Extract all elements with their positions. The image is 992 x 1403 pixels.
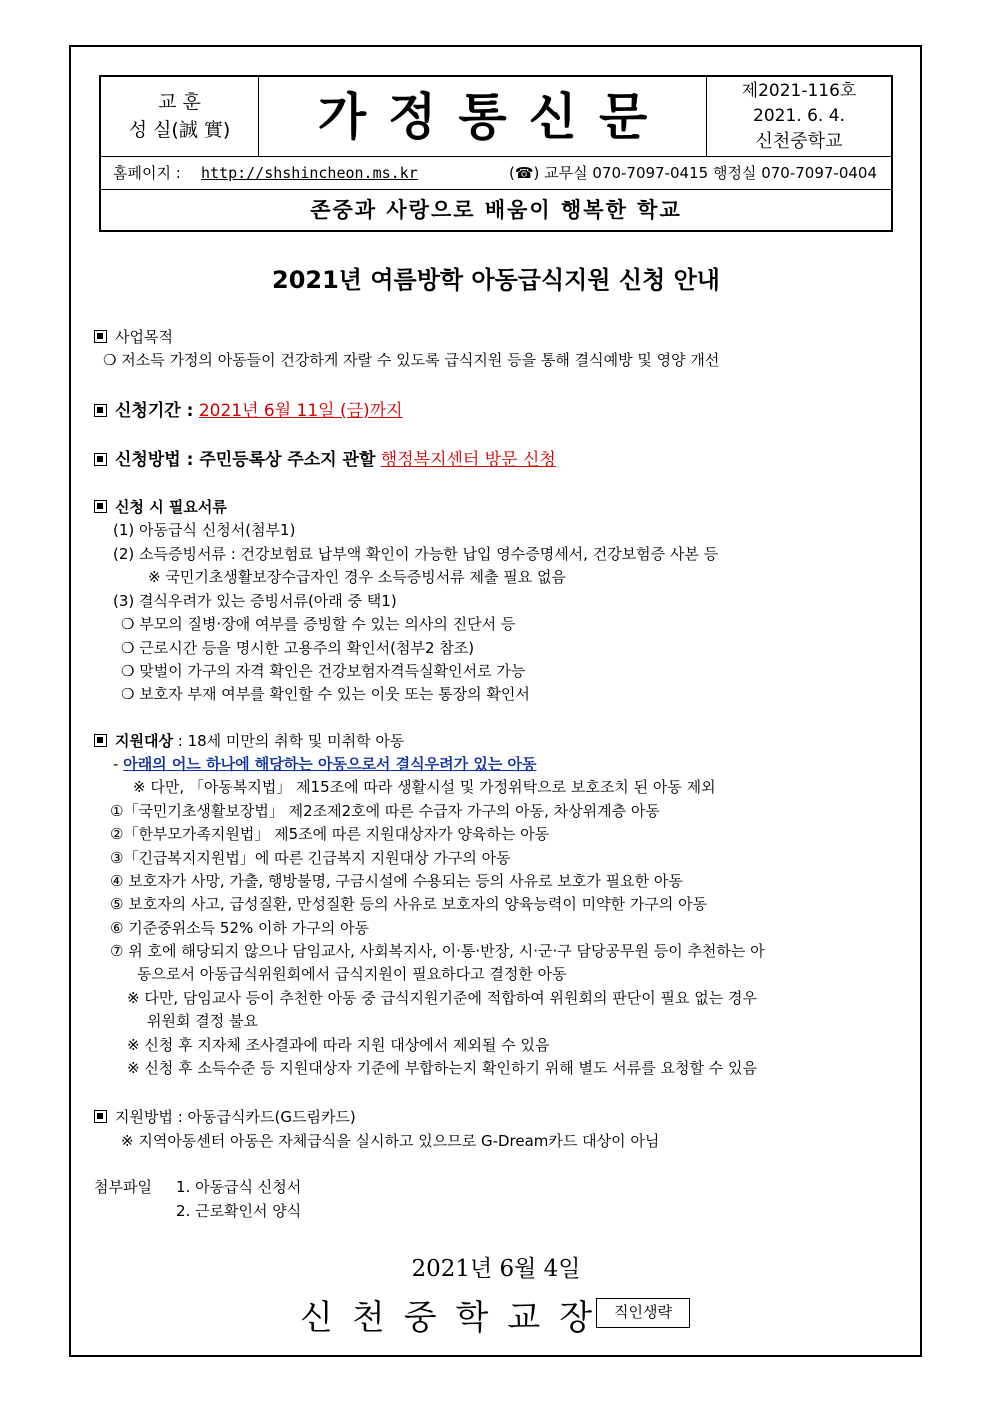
issue-number: 제2021-116호 (741, 81, 857, 101)
target-item: ⑤ 보호자의 사고, 급성질환, 만성질환 등의 사유로 보호자의 양육능력이 미약한 가구의 아동 (110, 895, 708, 913)
seal-omitted-box: 직인생략 (596, 1298, 690, 1328)
square-bullet-icon (94, 404, 107, 417)
target-item: ※ 신청 후 소득수준 등 지원대상자 기준에 부합하는지 확인하기 위해 별도 서류를 요청할 수 있음 (127, 1059, 757, 1077)
target-item: 동으로서 아동급식위원회에서 급식지원이 필요하다고 결정한 아동 (137, 965, 567, 983)
doc-item: (1) 아동급식 신청서(첨부1) (113, 521, 296, 539)
target-item: ⑥ 기준중위소득 52% 이하 가구의 아동 (110, 919, 369, 937)
doc-item: ❍ 보호자 부재 여부를 확인할 수 있는 이웃 또는 통장의 확인서 (121, 685, 530, 703)
support-note: ※ 지역아동센터 아동은 자체급식을 실시하고 있으므로 G-Dream카드 대상이 아님 (121, 1132, 660, 1150)
doc-item: ❍ 부모의 질병·장애 여부를 증빙할 수 있는 의사의 진단서 등 (121, 615, 516, 633)
target-item: ①「국민기초생활보장법」 제2조제2호에 따른 수급자 가구의 아동, 차상위계층 아동 (110, 802, 660, 820)
closing-date: 2021년 6월 4일 (411, 1256, 581, 1282)
doc-item: ❍ 근로시간 등을 명시한 고용주의 확인서(첨부2 참조) (121, 639, 475, 657)
attachment-item: 2. 근로확인서 양식 (176, 1202, 302, 1220)
square-bullet-icon (94, 734, 107, 747)
square-bullet-icon (94, 330, 107, 343)
doc-item: ❍ 맞벌이 가구의 자격 확인은 건강보험자격득실확인서로 가능 (121, 662, 526, 680)
motto-value: 성 실(誠 實) (128, 119, 231, 141)
newsletter-header (99, 75, 893, 232)
square-bullet-icon (94, 453, 107, 466)
section-method: 신청방법 : 주민등록상 주소지 관할 행정복지센터 방문 신청 (94, 450, 556, 470)
target-item: 위원회 결정 불요 (147, 1012, 258, 1030)
doc-item: (2) 소득증빙서류 : 건강보험료 납부액 확인이 가능한 납입 영수증명세서, 건강보험증 사본 등 (113, 545, 719, 563)
doc-item: ※ 국민기초생활보장수급자인 경우 소득증빙서류 제출 필요 없음 (148, 568, 566, 586)
doc-item: (3) 결식우려가 있는 증빙서류(아래 중 택1) (113, 592, 397, 610)
homepage-label: 홈페이지 : (113, 164, 181, 182)
target-item: ⑦ 위 호에 해당되지 않으나 담임교사, 사회복지사, 이·통·반장, 시·군·구 담당공무원 등이 추천하는 아 (110, 942, 765, 960)
attachments-label: 첨부파일 (94, 1178, 152, 1196)
target-emphasis: - 아래의 어느 하나에 해당하는 아동으로서 결식우려가 있는 아동 (113, 755, 537, 773)
target-item: ※ 다만, 담임교사 등이 추천한 아동 중 급식지원기준에 적합하여 위원회의 판단이 필요 없는 경우 (127, 989, 757, 1007)
issue-info (707, 77, 891, 157)
issue-date: 2021. 6. 4. (753, 106, 845, 126)
section-support-heading: 지원방법 : 아동급식카드(G드림카드) (94, 1107, 356, 1127)
newsletter-title: 가정통신문 (259, 77, 707, 157)
document-title: 2021년 여름방학 아동급식지원 신청 안내 (272, 266, 720, 294)
homepage-link[interactable]: http://shshincheon.ms.kr (201, 164, 418, 182)
section-docs-heading: 신청 시 필요서류 (94, 497, 227, 517)
purpose-text: ❍ 저소득 가정의 아동들이 건강하게 자랄 수 있도록 급식지원 등을 통해 결식예방 및 영양 개선 (103, 351, 720, 369)
school-motto (101, 77, 259, 157)
target-item: ③「긴급복지지원법」에 따른 긴급복지 지원대상 가구의 아동 (110, 849, 511, 867)
target-item: ②「한부모가족지원법」 제5조에 따른 지원대상자가 양육하는 아동 (110, 825, 550, 843)
target-item: ※ 신청 후 지자체 조사결과에 따라 지원 대상에서 제외될 수 있음 (127, 1036, 550, 1054)
square-bullet-icon (94, 1110, 107, 1123)
target-note: ※ 다만, 「아동복지법」 제15조에 따라 생활시설 및 가정위탁으로 보호조치 된 아동 제외 (133, 778, 716, 796)
school-name: 신천중학교 (755, 131, 843, 152)
method-value: 행정복지센터 방문 신청 (380, 450, 556, 470)
section-target-heading: 지원대상 : 18세 미만의 취학 및 미취학 아동 (94, 731, 404, 751)
section-period: 신청기간 : 2021년 6월 11일 (금)까지 (94, 401, 403, 421)
period-value: 2021년 6월 11일 (금)까지 (198, 401, 403, 421)
motto-label: 교 훈 (158, 91, 201, 113)
square-bullet-icon (94, 500, 107, 513)
target-item: ④ 보호자가 사망, 가출, 행방불명, 구금시설에 수용되는 등의 사유로 보호가 필요한 아동 (110, 872, 683, 890)
principal-signature: 신천중학교장 (300, 1298, 612, 1338)
school-slogan: 존중과 사랑으로 배움이 행복한 학교 (310, 198, 682, 222)
section-purpose-heading: 사업목적 (94, 327, 173, 347)
attachment-item: 1. 아동급식 신청서 (176, 1178, 302, 1196)
contact-info: (☎) 교무실 070-7097-0415 행정실 070-7097-0404 (508, 164, 877, 182)
